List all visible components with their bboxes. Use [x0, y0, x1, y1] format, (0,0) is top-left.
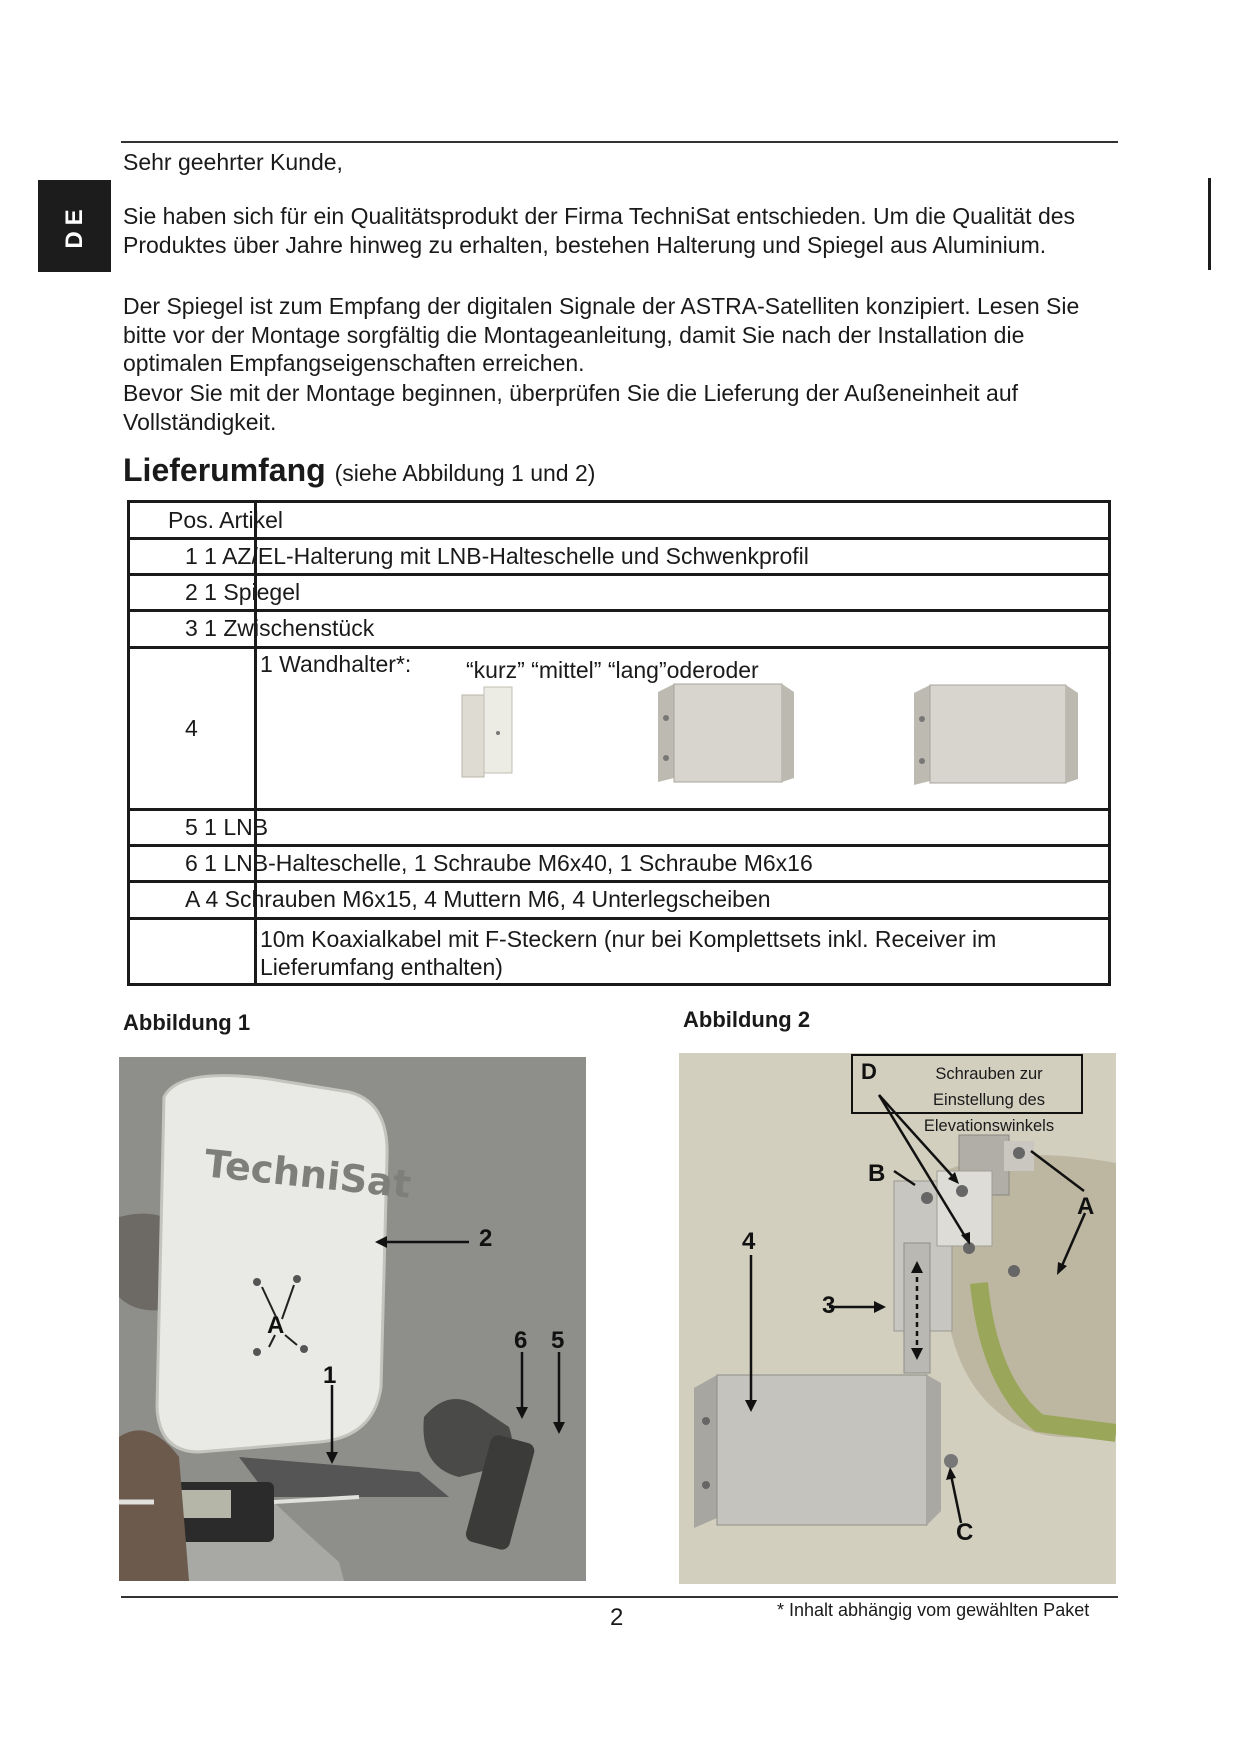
row4-label: 1 Wandhalter*:: [260, 651, 412, 677]
footer-rule: [121, 1596, 1118, 1598]
language-label: DE: [60, 203, 88, 249]
table-row: 6 1 LNB-Halteschelle, 1 Schraube M6x40, 1 Schraube M6x16: [185, 850, 813, 876]
intro-paragraph-3: Bevor Sie mit der Montage beginnen, überprüfen Sie die Lieferung der Außeneinheit auf Vollständigkeit.: [123, 380, 1019, 435]
label-B: B: [868, 1160, 886, 1187]
section-subtitle: (siehe Abbildung 1 und 2): [334, 460, 596, 486]
label-A: A: [1077, 1193, 1095, 1220]
label-1: 1: [323, 1362, 337, 1389]
footnote: * Inhalt abhängig vom gewählten Paket: [777, 1600, 1090, 1620]
figure1-photo: [119, 1057, 586, 1581]
page-number: 2: [610, 1604, 624, 1631]
table-row: A 4 Schrauben M6x15, 4 Muttern M6, 4 Unterlegscheiben: [185, 886, 771, 912]
table-row: 5 1 LNB: [185, 814, 269, 840]
row4-pos: 4: [185, 715, 198, 741]
label-6: 6: [514, 1327, 528, 1354]
technisat-brand-logo: TechniSat: [202, 1141, 414, 1207]
intro-paragraph-2: Der Spiegel ist zum Empfang der digitalen Signale der ASTRA-Satelliten konzipiert. Lesen Sie bitte vor der Montage sorgfältig die Montageanleitung, damit Sie nach der Installation die optimalen Empfangseigenschaften erreichen.: [123, 293, 1080, 376]
label-3: 3: [822, 1292, 836, 1319]
figure2-caption: Abbildung 2: [683, 1007, 811, 1032]
table-row-cable: 10m Koaxialkabel mit F-Steckern (nur bei Komplettsets inkl. Receiver im Lieferumfang enthalten): [260, 926, 997, 980]
intro-paragraph-1: Sie haben sich für ein Qualitätsprodukt der Firma TechniSat entschieden. Um die Qualität des Produktes über Jahre hinweg zu erhalten, bestehen Halterung und Spiegel aus Aluminium.: [123, 203, 1076, 258]
table-header: Pos. Artikel: [168, 507, 284, 533]
wall-bracket-long-image: [908, 677, 1084, 792]
row4-variants: “kurz” “mittel” “lang”oderoder: [466, 657, 759, 683]
elevation-screws-note: Schrauben zur Einstellung des Elevationswinkels: [923, 1065, 1055, 1135]
label-C: C: [956, 1519, 974, 1546]
margin-marker: [1208, 178, 1211, 270]
label-2: 2: [479, 1225, 493, 1252]
section-title: Lieferumfang: [123, 452, 326, 488]
figure1-caption: Abbildung 1: [123, 1010, 251, 1035]
label-4: 4: [742, 1228, 756, 1255]
table-row: 1 1 AZ/EL-Halterung mit LNB-Halteschelle und Schwenkprofil: [185, 543, 809, 569]
label-A: A: [267, 1312, 285, 1339]
language-tab: [38, 180, 111, 272]
wall-bracket-medium-image: [650, 678, 800, 790]
label-5: 5: [551, 1327, 565, 1354]
table-row: 2 1 Spiegel: [185, 579, 301, 605]
figure2-photo: [679, 1053, 1116, 1584]
wall-bracket-short-image: [452, 683, 522, 783]
delivery-table: [127, 500, 1111, 986]
header-rule: [121, 141, 1118, 143]
greeting: Sehr geehrter Kunde,: [123, 149, 343, 175]
figure1-illustration: [119, 1057, 586, 1581]
table-row: 3 1 Zwischenstück: [185, 615, 375, 641]
label-D: D: [861, 1059, 877, 1084]
section-heading: [123, 452, 595, 489]
